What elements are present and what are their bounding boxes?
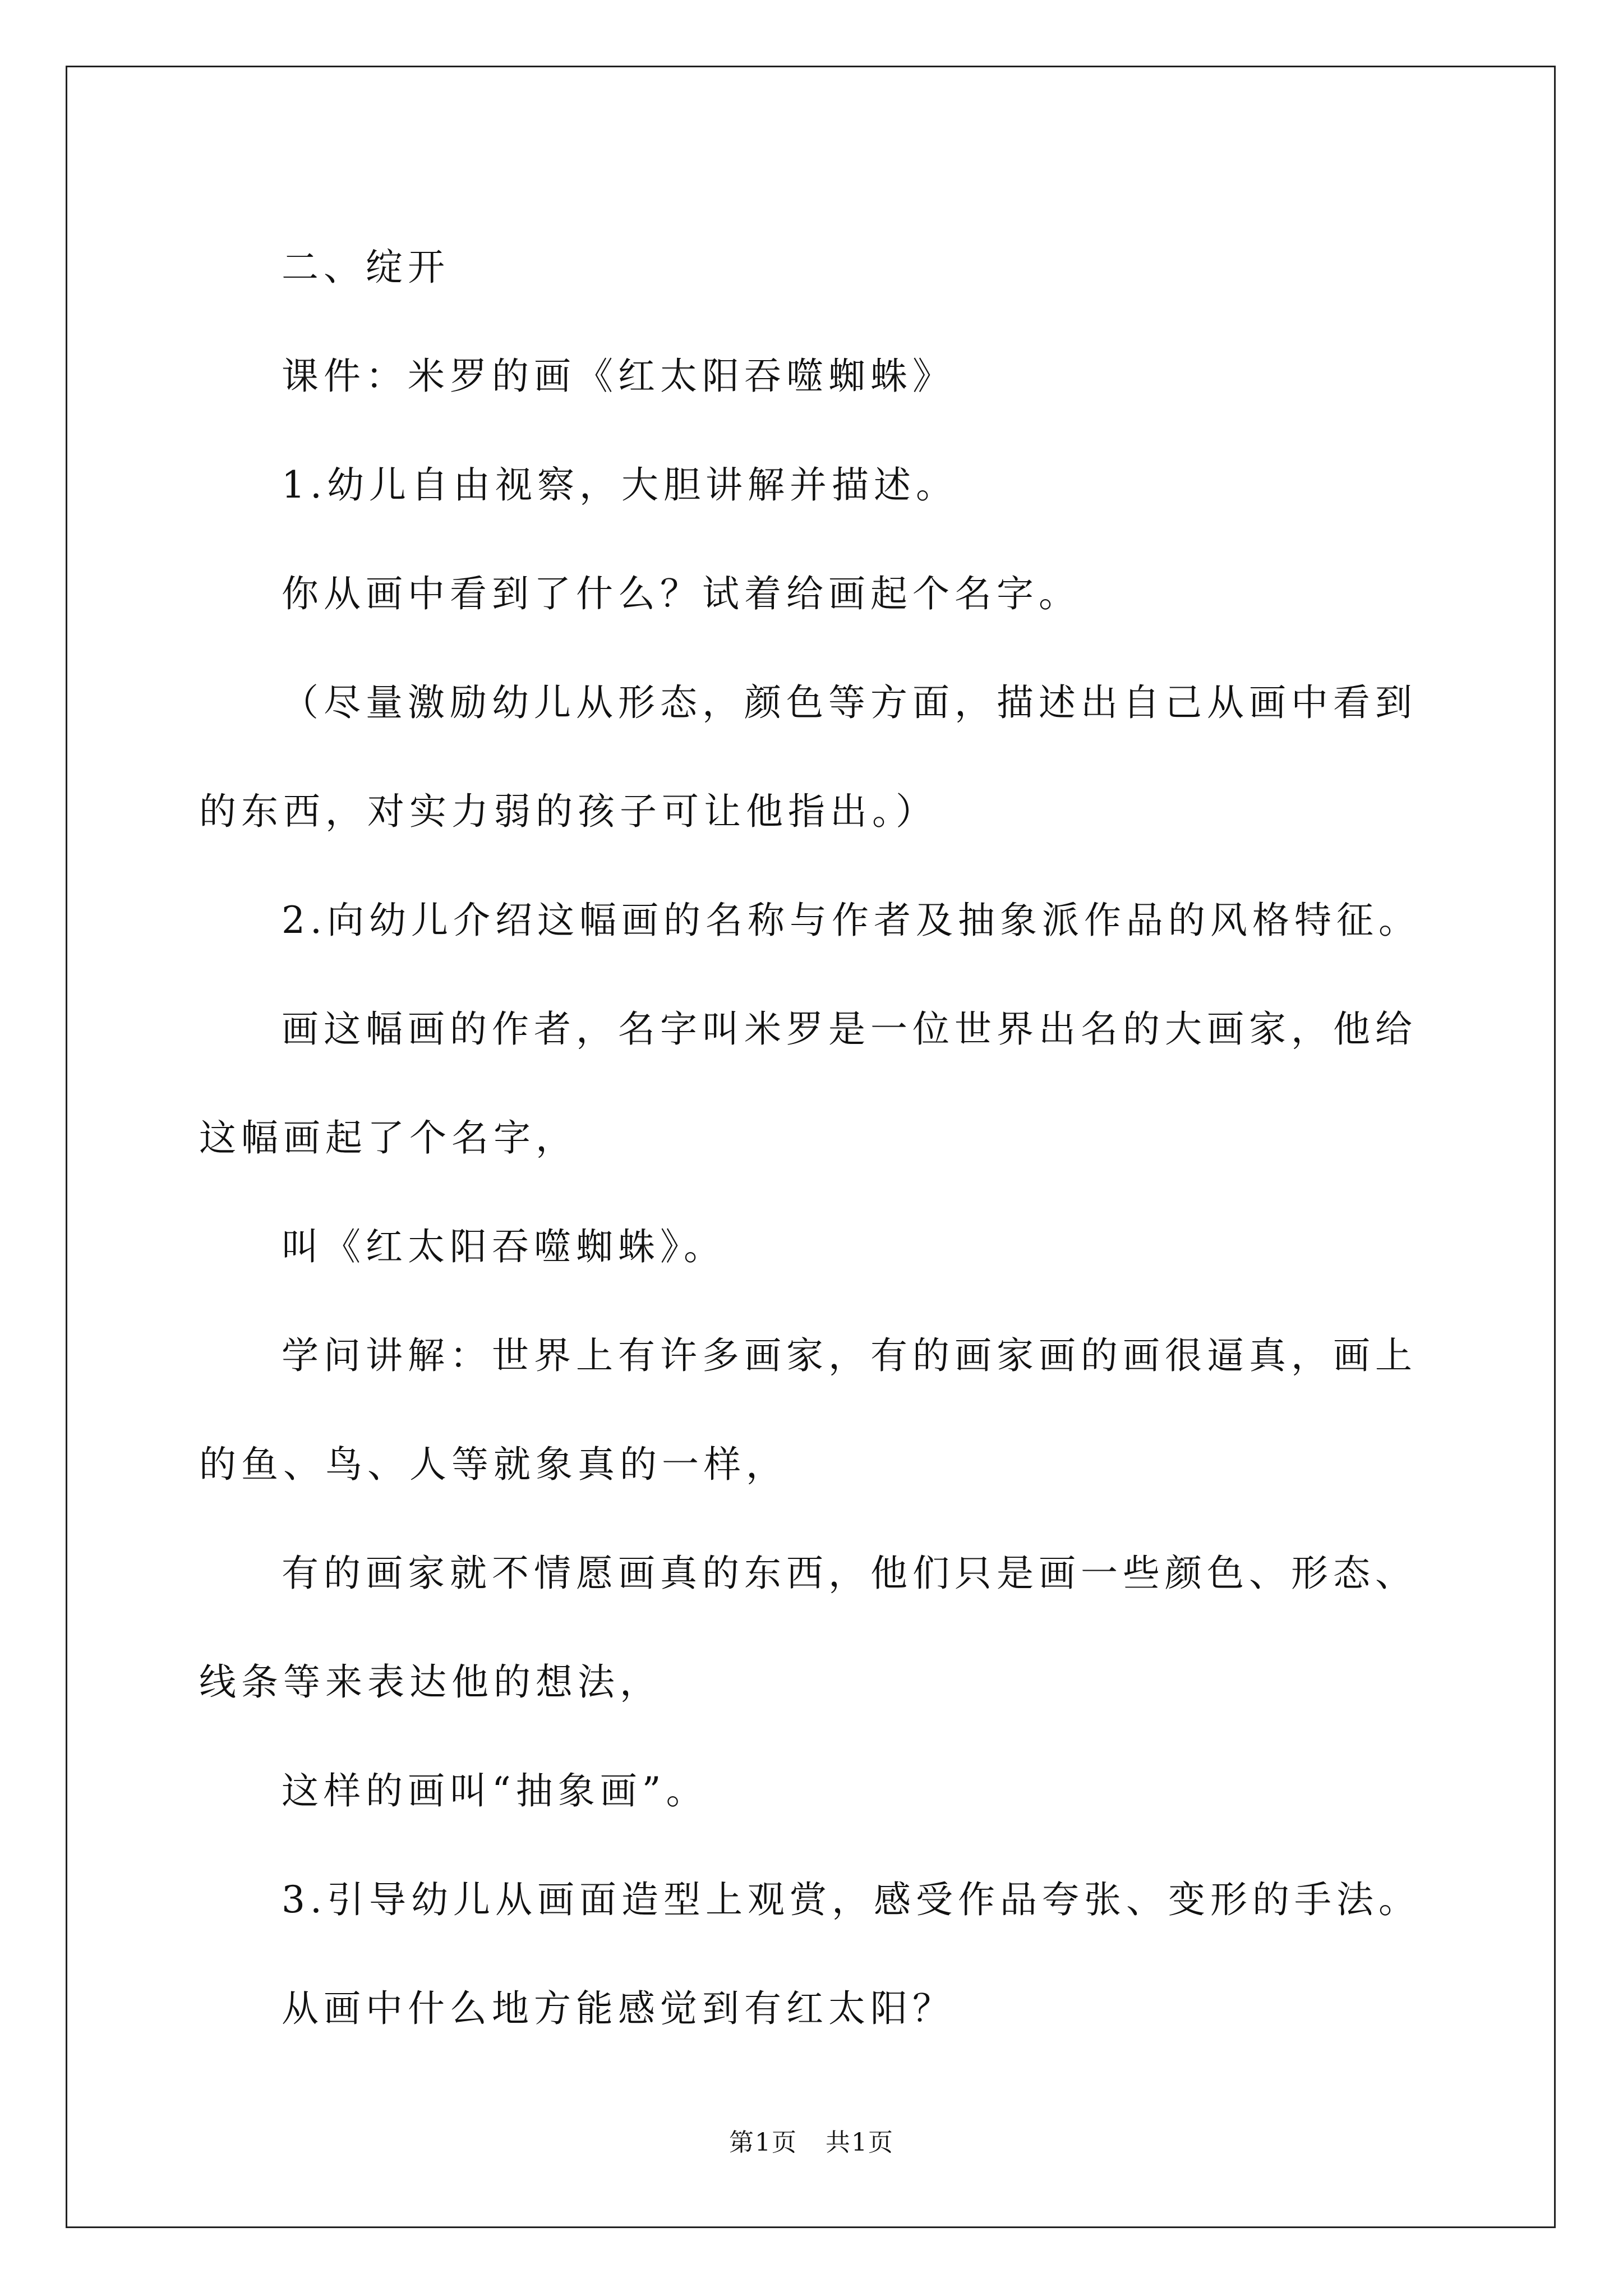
paragraph-step-2: 2.向幼儿介绍这幅画的名称与作者及抽象派作品的风格特征。 bbox=[282, 899, 1421, 942]
page-footer bbox=[0, 2122, 1623, 2158]
paragraph-question-2: 从画中什么地方能感觉到有红太阳？ bbox=[282, 1987, 955, 2030]
paragraph-question-1: 你从画中看到了什么？试着给画起个名字。 bbox=[282, 572, 1081, 615]
paragraph-step-1: 1.幼儿自由视察，大胆讲解并描述。 bbox=[282, 463, 958, 507]
paragraph-author-intro: 画这幅画的作者，名字叫米罗是一位世界出名的大画家，他给这幅画起了个名字， bbox=[199, 1007, 1417, 1159]
paragraph-courseware: 课件：米罗的画《红太阳吞噬蜘蛛》 bbox=[282, 355, 955, 398]
paragraph-knowledge: 学问讲解：世界上有许多画家，有的画家画的画很逼真，画上的鱼、鸟、人等就象真的一样， bbox=[199, 1334, 1417, 1486]
paragraph-abstract-name: 这样的画叫“抽象画”。 bbox=[282, 1769, 708, 1812]
page-number: 第1页 bbox=[729, 2128, 797, 2157]
paragraph-title-mention: 叫《红太阳吞噬蜘蛛》。 bbox=[282, 1225, 726, 1268]
paragraph-note-1: （尽量激励幼儿从形态，颜色等方面，描述出自己从画中看到的东西，对实力弱的孩子可让他指出。） bbox=[199, 681, 1417, 833]
document-body bbox=[199, 213, 1430, 2063]
paragraph-abstract-desc: 有的画家就不情愿画真的东西，他们只是画一些颜色、形态、线条等来表达他的想法， bbox=[199, 1552, 1417, 1704]
paragraph-step-3: 3.引导幼儿从画面造型上观赏，感受作品夸张、变形的手法。 bbox=[282, 1878, 1421, 1921]
paragraph-section-heading: 二、绽开 bbox=[282, 246, 450, 289]
page-total: 共1页 bbox=[826, 2128, 894, 2157]
